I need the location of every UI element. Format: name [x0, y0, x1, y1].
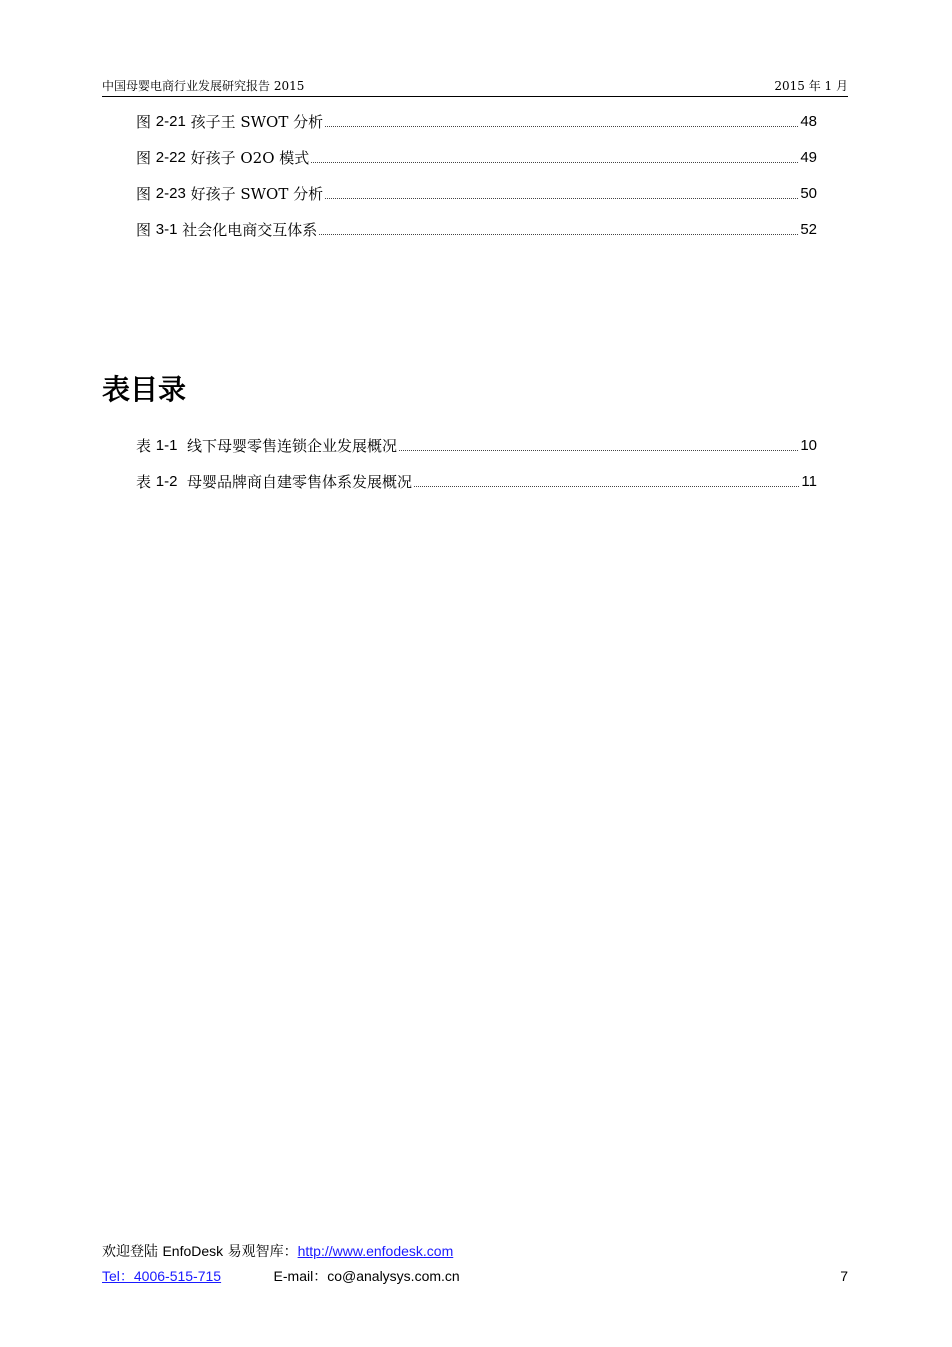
footer-line-1	[102, 1242, 848, 1261]
site-label: 易观智库：	[223, 1244, 298, 1260]
welcome-text: 欢迎登陆	[102, 1244, 163, 1260]
entry-page: 11	[801, 473, 817, 490]
page-number: 7	[840, 1268, 848, 1284]
entry-prefix: 表	[136, 473, 156, 491]
section-title-tables: 表目录	[102, 373, 187, 406]
entry-prefix: 图	[136, 221, 156, 239]
entry-page: 10	[800, 437, 817, 454]
page-header	[102, 78, 848, 97]
entry-page: 48	[800, 113, 817, 130]
entry-page: 50	[800, 185, 817, 202]
toc-entry-figure[interactable]	[136, 182, 817, 204]
entry-number: 2-21	[155, 113, 186, 130]
entry-number: 2-23	[155, 185, 186, 202]
dot-leader	[325, 198, 798, 199]
entry-title: 好孩子 SWOT 分析	[185, 185, 324, 203]
entry-title: 母婴品牌商自建零售体系发展概况	[177, 473, 413, 491]
email-text: E-mail：co@analysys.com.cn	[273, 1268, 460, 1284]
entry-number: 2-22	[155, 149, 186, 166]
toc-entry-table[interactable]	[136, 470, 817, 492]
entry-number: 1-2	[155, 473, 178, 490]
toc-entry-figure[interactable]	[136, 110, 817, 132]
website-link[interactable]: http://www.enfodesk.com	[297, 1243, 454, 1259]
entry-prefix: 表	[136, 437, 156, 455]
entry-number: 3-1	[155, 221, 178, 238]
tel-link[interactable]: Tel：4006-515-715	[102, 1268, 222, 1284]
toc-entry-table[interactable]	[136, 434, 817, 456]
header-date: 2015 年 1 月	[774, 79, 848, 93]
entry-prefix: 图	[136, 113, 156, 131]
entry-title: 好孩子 O2O 模式	[185, 149, 310, 167]
dot-leader	[325, 126, 798, 127]
entry-title: 线下母婴零售连锁企业发展概况	[177, 437, 398, 455]
entry-title: 社会化电商交互体系	[177, 221, 318, 239]
entry-prefix: 图	[136, 185, 156, 203]
entry-page: 52	[800, 221, 817, 238]
toc-entry-figure[interactable]	[136, 146, 817, 168]
footer-line-2	[102, 1267, 848, 1286]
brand-name: EnfoDesk	[162, 1243, 224, 1259]
dot-leader	[414, 486, 799, 487]
entry-prefix: 图	[136, 149, 156, 167]
header-title: 中国母婴电商行业发展研究报告 2015	[102, 79, 305, 93]
toc-entry-figure[interactable]	[136, 218, 817, 240]
entry-number: 1-1	[155, 437, 178, 454]
dot-leader	[311, 162, 798, 163]
dot-leader	[399, 450, 798, 451]
dot-leader	[319, 234, 798, 235]
entry-page: 49	[800, 149, 817, 166]
entry-title: 孩子王 SWOT 分析	[185, 113, 324, 131]
